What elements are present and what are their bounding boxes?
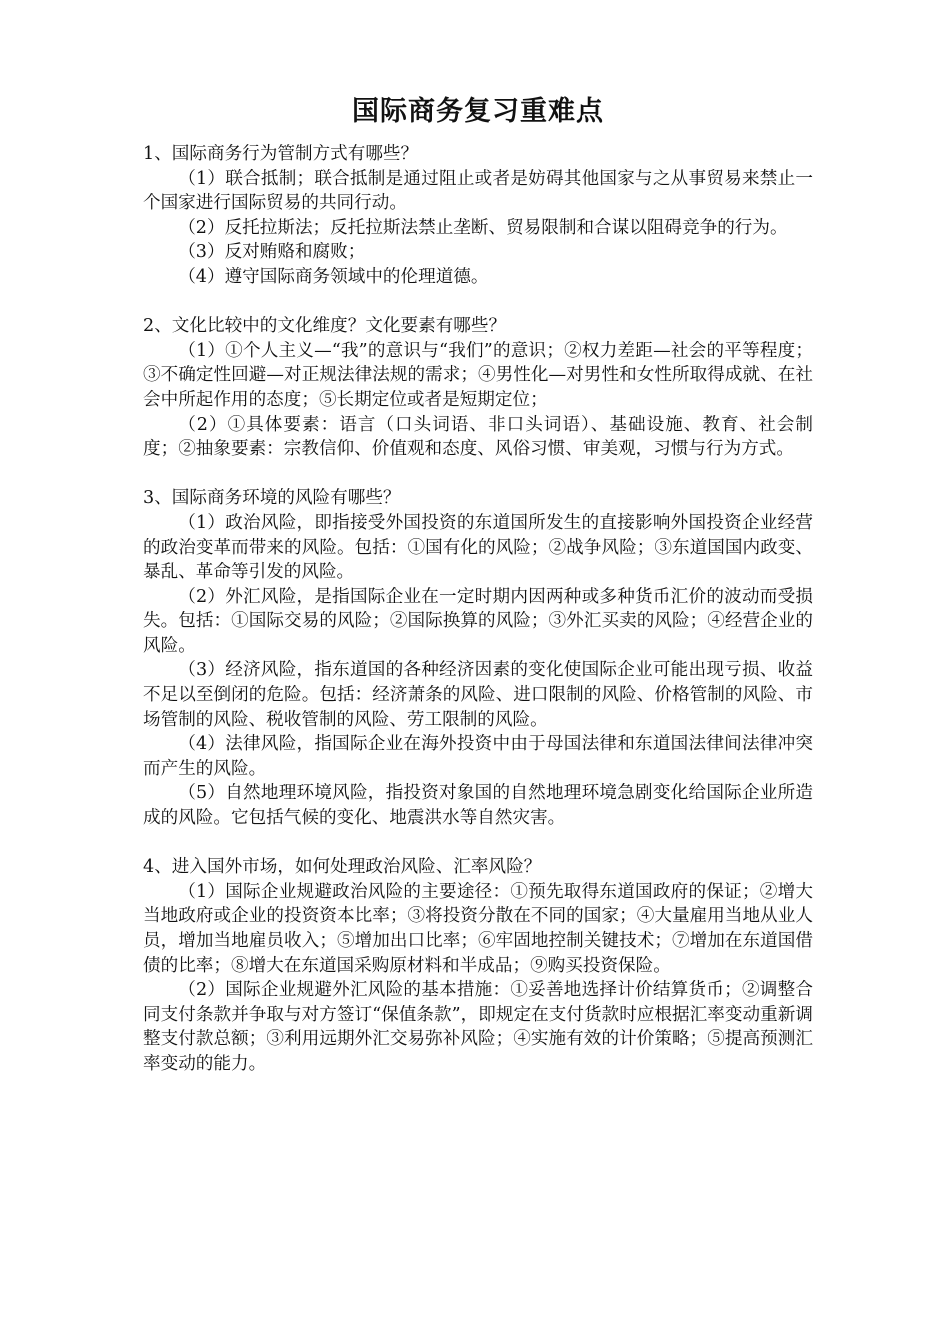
section-paragraph: （3）反对贿赂和腐败； bbox=[178, 242, 366, 263]
section-paragraph: （2）外汇风险，是指国际企业在一定时期内因两种或多种货币汇价的波动而受损失。包括：①国际交易的风险；②国际换算的风险；③外汇买卖的风险；④经营企业的风险。 bbox=[143, 586, 813, 656]
page-title: 国际商务复习重难点 bbox=[352, 96, 604, 127]
section-question: 4、进入国外市场，如何处理政治风险、汇率风险？ bbox=[143, 857, 542, 878]
section-4 bbox=[143, 855, 813, 1076]
section-paragraph: （1）政治风险，即指接受外国投资的东道国所发生的直接影响外国投资企业经营的政治变革而带来的风险。包括：①国有化的风险；②战争风险；③东道国国内政变、暴乱、革命等引发的风险。 bbox=[143, 512, 813, 583]
section-paragraph: （4）遵守国际商务领域中的伦理道德。 bbox=[178, 266, 489, 287]
section-paragraph: （1）①个人主义—“我”的意识与“我们”的意识；②权力差距—社会的平等程度；③不确定性回避—对正规法律法规的需求；④男性化—对男性和女性所取得成就、在社会中所起作用的态度；⑤长期定位或者是短期定位； bbox=[143, 340, 813, 410]
section-question: 3、国际商务环境的风险有哪些？ bbox=[143, 488, 401, 509]
section-paragraph: （1）联合抵制；联合抵制是通过阻止或者是妨碍其他国家与之从事贸易来禁止一个国家进行国际贸易的共同行动。 bbox=[143, 168, 813, 214]
section-paragraph: （1）国际企业规避政治风险的主要途径：①预先取得东道国政府的保证；②增大当地政府或企业的投资资本比率；③将投资分散在不同的国家；④大量雇用当地从业人员，增加当地雇员收入；⑤增加出口比率；⑥牢固地控制关键技术；⑦增加在东道国借债的比率；⑧增大在东道国采购原材料和半成品；⑨购买投资保险。 bbox=[143, 881, 813, 976]
section-paragraph: （3）经济风险，指东道国的各种经济因素的变化使国际企业可能出现亏损、收益不足以至倒闭的危险。包括：经济萧条的风险、进口限制的风险、价格管制的风险、市场管制的风险、税收管制的风险、劳工限制的风险。 bbox=[143, 660, 813, 730]
section-paragraph: （2）国际企业规避外汇风险的基本措施：①妥善地选择计价结算货币；②调整合同支付条款并争取与对方签订“保值条款”，即规定在支付货款时应根据汇率变动重新调整支付款总额；③利用远期外汇交易弥补风险；④实施有效的计价策略；⑤提高预测汇率变动的能力。 bbox=[143, 980, 813, 1074]
section-2 bbox=[143, 314, 813, 462]
section-question: 2、文化比较中的文化维度？文化要素有哪些？ bbox=[143, 316, 507, 337]
section-3 bbox=[143, 486, 813, 830]
section-paragraph: （2）①具体要素：语言（口头词语、非口头词语）、基础设施、教育、社会制度；②抽象要素：宗教信仰、价值观和态度、风俗习惯、审美观，习惯与行为方式。 bbox=[143, 414, 813, 460]
section-1 bbox=[143, 142, 813, 290]
document-page bbox=[143, 94, 813, 1101]
section-paragraph: （4）法律风险，指国际企业在海外投资中由于母国法律和东道国法律间法律冲突而产生的风险。 bbox=[143, 734, 813, 779]
section-paragraph: （2）反托拉斯法；反托拉斯法禁止垄断、贸易限制和合谋以阻碍竞争的行为。 bbox=[178, 217, 788, 238]
section-question: 1、国际商务行为管制方式有哪些？ bbox=[143, 144, 419, 164]
section-paragraph: （5）自然地理环境风险，指投资对象国的自然地理环境急剧变化给国际企业所造成的风险。它包括气候的变化、地震洪水等自然灾害。 bbox=[143, 783, 813, 829]
